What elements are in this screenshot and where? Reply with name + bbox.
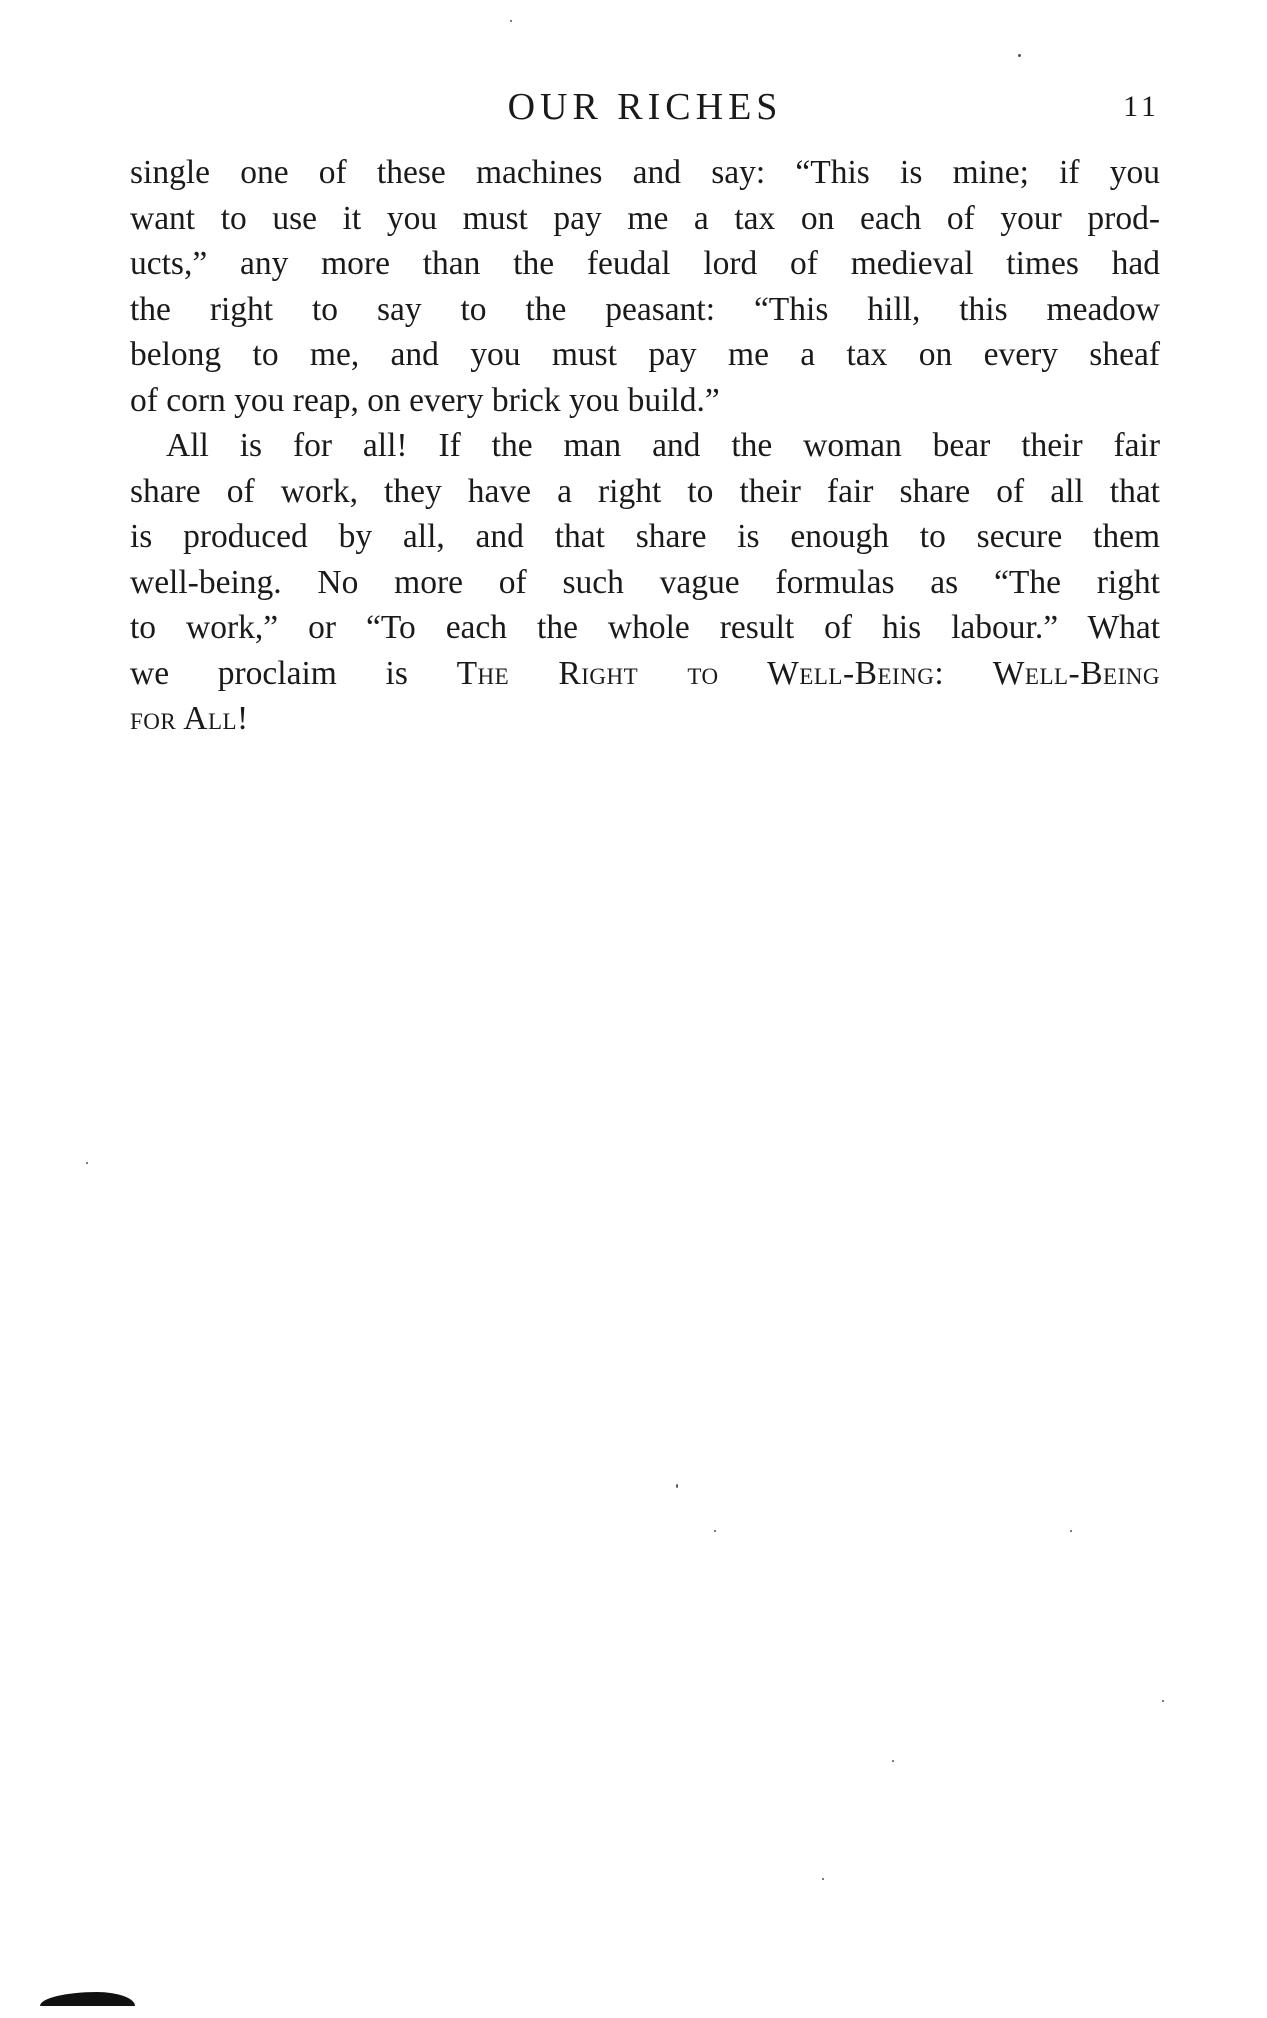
page-number: 11 bbox=[1123, 90, 1160, 123]
text-line: want to use it you must pay me a tax on each of your prod- bbox=[130, 199, 1160, 237]
text-line: well-being. No more of such vague formulas as “The right bbox=[130, 563, 1160, 601]
scan-smudge bbox=[40, 1992, 135, 2006]
text-line: share of work, they have a right to their fair share of all that bbox=[130, 472, 1160, 510]
text-line: the right to say to the peasant: “This hill, this meadow bbox=[130, 290, 1160, 328]
text-line: to work,” or “To each the whole result of his labour.” What bbox=[130, 609, 1160, 646]
scan-speck bbox=[510, 20, 512, 22]
scan-speck bbox=[1070, 1530, 1072, 1532]
running-head bbox=[130, 82, 1160, 132]
scan-speck bbox=[86, 1162, 88, 1164]
smallcaps-closing-line: for All! bbox=[130, 700, 249, 737]
scan-speck bbox=[676, 1484, 678, 1488]
scan-speck bbox=[1162, 1700, 1164, 1702]
text-line: ucts,” any more than the feudal lord of medieval times had bbox=[130, 245, 1160, 282]
scan-speck bbox=[714, 1530, 716, 1532]
smallcaps-phrase: The Right to Well-Being: Well-Being bbox=[456, 654, 1160, 692]
body-text bbox=[130, 150, 1160, 742]
scan-speck bbox=[822, 1878, 824, 1880]
text-fragment: we proclaim is bbox=[130, 654, 457, 692]
text-line bbox=[130, 651, 1160, 697]
text-line: of corn you reap, on every brick you build.” bbox=[130, 381, 720, 419]
text-line: belong to me, and you must pay me a tax on every sheaf bbox=[130, 336, 1160, 373]
text-line: is produced by all, and that share is enough to secure them bbox=[130, 518, 1160, 555]
paragraph-start-line: All is for all! If the man and the woman bear their fair bbox=[166, 427, 1160, 464]
running-head-title: OUR RICHES bbox=[507, 86, 783, 128]
scan-speck bbox=[892, 1760, 894, 1762]
scan-speck bbox=[1018, 54, 1021, 57]
text-line: single one of these machines and say: “This is mine; if you bbox=[130, 154, 1160, 191]
